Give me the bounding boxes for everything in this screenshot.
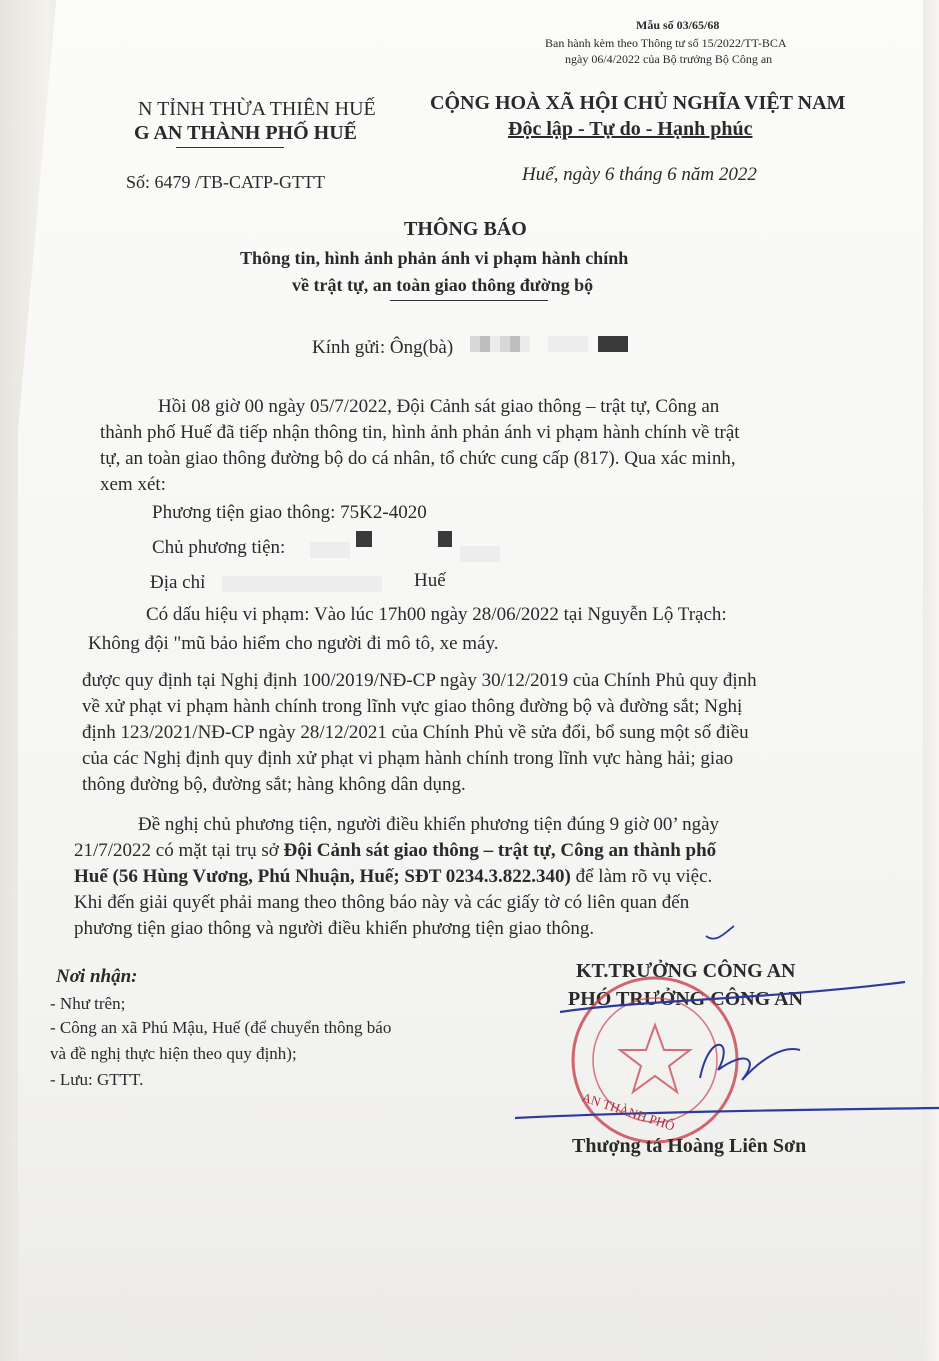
text-line: được quy định tại Nghị định 100/2019/NĐ-CP ngày 30/12/2019 của Chính Phủ quy định (82, 670, 757, 691)
document-title: THÔNG BÁO (404, 218, 527, 240)
recipients-heading: Nơi nhận: (56, 966, 138, 987)
address-value: Huế (414, 570, 446, 591)
recipient-item: và đề nghị thực hiện theo quy định); (50, 1044, 297, 1063)
address-label: Địa chỉ (150, 572, 206, 593)
signer-name: Thượng tá Hoàng Liên Sơn (572, 1135, 807, 1157)
text-line: tự, an toàn giao thông đường bộ do cá nhân, tổ chức cung cấp (817). Qua xác minh, (100, 448, 736, 469)
seal-text: AN THÀNH PHỐ (580, 1089, 677, 1134)
text-line: xem xét: (100, 474, 166, 495)
signer-title-2: PHÓ TRƯỞNG CÔNG AN (568, 988, 804, 1010)
form-number: Mẫu số 03/65/68 (636, 18, 720, 32)
vehicle-field: Phương tiện giao thông: 75K2-4020 (152, 502, 427, 523)
document-number: Số: 6479 /TB-CATP-GTTT (126, 172, 326, 192)
text-run-bold: Đội Cảnh sát giao thông – trật tự, Công an thành phố (283, 840, 717, 861)
text-line: Hồi 08 giờ 00 ngày 05/7/2022, Đội Cảnh sát giao thông – trật tự, Công an (158, 396, 720, 417)
text-line: về xử phạt vi phạm hành chính trong lĩnh vực giao thông đường bộ và đường sắt; Nghị (82, 696, 743, 717)
agency-line2: G AN THÀNH PHỐ HUẾ (134, 122, 357, 144)
form-issued-line1: Ban hành kèm theo Thông tư số 15/2022/TT-BCA (545, 36, 787, 50)
place-date: Huế, ngày 6 tháng 6 năm 2022 (522, 164, 757, 185)
text-line: của các Nghị định quy định xử phạt vi phạm hành chính trong lĩnh vực hàng hải; giao (82, 748, 734, 769)
owner-field: Chủ phương tiện: (152, 537, 286, 558)
text-run: 21/7/2022 có mặt tại trụ sở (74, 840, 284, 861)
text-line: phương tiện giao thông và người điều khiển phương tiện giao thông. (74, 918, 595, 939)
motto: Độc lập - Tự do - Hạnh phúc (508, 118, 753, 140)
document-subtitle-1: Thông tin, hình ảnh phản ánh vi phạm hành chính (240, 248, 629, 268)
recipient-item: - Công an xã Phú Mậu, Huế (để chuyển thông báo (50, 1018, 392, 1037)
form-issued-line2: ngày 06/4/2022 của Bộ trưởng Bộ Công an (565, 52, 773, 66)
recipient-item: - Lưu: GTTT. (50, 1070, 144, 1089)
text-line: thông đường bộ, đường sắt; hàng không dân dụng. (82, 774, 466, 795)
text-line: thành phố Huế đã tiếp nhận thông tin, hình ảnh phản ánh vi phạm hành chính về trật (100, 422, 740, 443)
signer-title-1: KT.TRƯỞNG CÔNG AN (576, 960, 796, 982)
text-run: để làm rõ vụ việc. (570, 866, 713, 887)
greeting: Kính gửi: Ông(bà) (312, 337, 454, 358)
violation-line1: Có dấu hiệu vi phạm: Vào lúc 17h00 ngày 28/06/2022 tại Nguyễn Lộ Trạch: (146, 604, 727, 625)
text-line: Đề nghị chủ phương tiện, người điều khiển phương tiện đúng 9 giờ 00’ ngày (138, 814, 720, 835)
nation-heading: CỘNG HOÀ XÃ HỘI CHỦ NGHĨA VIỆT NAM (430, 92, 846, 114)
text-line: Khi đến giải quyết phải mang theo thông báo này và các giấy tờ có liên quan đến (74, 892, 690, 913)
recipient-item: - Như trên; (50, 994, 126, 1013)
document-subtitle-2: về trật tự, an toàn giao thông đường bộ (292, 275, 594, 295)
text-line: định 123/2021/NĐ-CP ngày 28/12/2021 của Chính Phủ về sửa đổi, bổ sung một số điều (82, 722, 749, 743)
violation-line2: Không đội "mũ bảo hiểm cho người đi mô tô, xe máy. (88, 633, 499, 654)
agency-line1: N TỈNH THỪA THIÊN HUẾ (138, 98, 376, 120)
text-run-bold: Huế (56 Hùng Vương, Phú Nhuận, Huế; SĐT 0234.3.822.340) (74, 866, 571, 887)
